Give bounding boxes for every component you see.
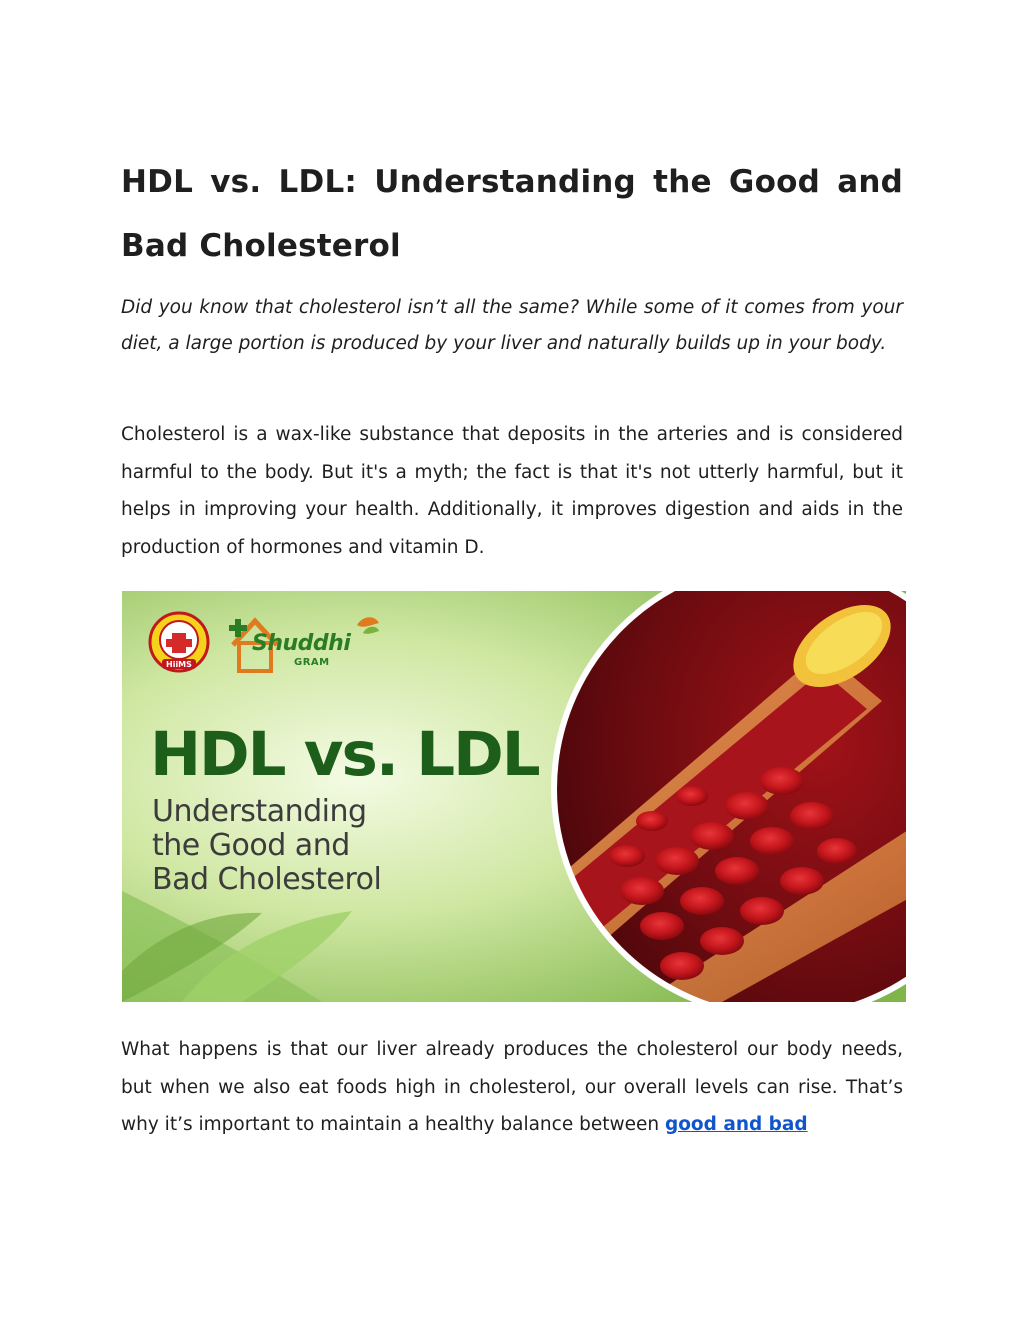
hiims-logo-text: HiiMS: [166, 660, 192, 669]
shuddhi-logo-text: Shuddhi: [252, 631, 351, 656]
banner-subheadline: Understanding the Good and Bad Cholesterol: [152, 794, 382, 897]
body-paragraph-2-text: What happens is that our liver already produces the cholesterol our body needs, but when we also eat foods high in cholesterol, our overall levels can rise. That’s why it’s important to maintain a healthy balance between: [121, 1039, 903, 1135]
banner-headline: HDL vs. LDL: [150, 719, 539, 790]
body-paragraph-1: Cholesterol is a wax-like substance that deposits in the arteries and is considered harmful to the body. But it's a myth; the fact is that it's not utterly harmful, but it helps in improving your health. Additionally, it improves digestion and aids in the production of hormones and vitamin D.: [121, 424, 903, 558]
page-title: HDL vs. LDL: Understanding the Good and Bad Cholesterol: [121, 164, 903, 264]
good-and-bad-link[interactable]: good and bad: [664, 1114, 808, 1135]
gram-logo-text: GRAM: [294, 657, 330, 668]
intro-paragraph: Did you know that cholesterol isn’t all the same? While some of it comes from your diet, a large portion is produced by your liver and naturally builds up in your body.: [121, 297, 903, 354]
article-banner-image: [122, 591, 906, 1002]
body-paragraph-2: [121, 1031, 903, 1144]
